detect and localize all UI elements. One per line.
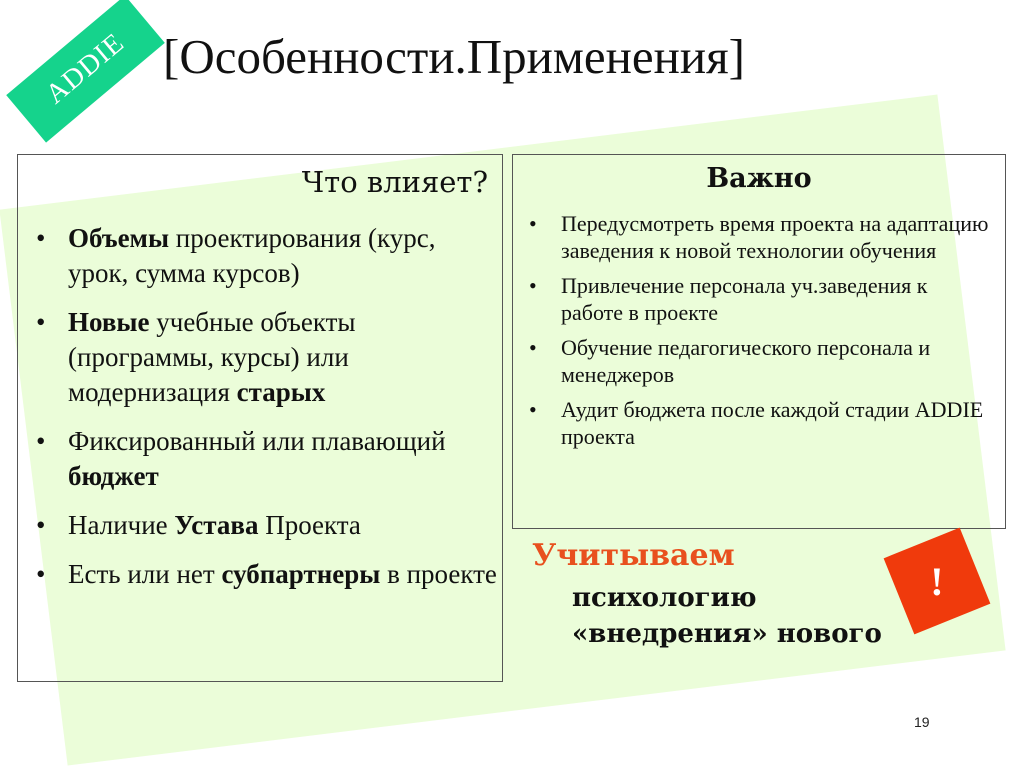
bullet-icon: • — [36, 223, 46, 253]
bullet-icon: • — [36, 559, 46, 589]
item-bold: субпартнеры — [221, 559, 381, 589]
page-number: 19 — [914, 714, 930, 730]
item-bold: Объемы — [68, 223, 170, 253]
important-list — [523, 210, 993, 458]
item-text: Фиксированный или плавающий — [68, 426, 446, 456]
item-text: Обучение педагогического персонала и менеджеров — [561, 335, 931, 387]
bullet-icon: • — [36, 426, 46, 456]
item-bold: Устава — [174, 510, 259, 540]
item-text: учебные объекты (программы, курсы) или модернизация — [68, 307, 356, 407]
consider-line: «внедрения» нового — [572, 619, 882, 649]
list-item — [523, 396, 993, 450]
item-text: Передусмотреть время проекта на адаптацию заведения к новой технологии обучения — [561, 211, 989, 263]
bullet-icon: • — [36, 510, 46, 540]
item-text: проектирования (курс, урок, сумма курсов) — [68, 223, 436, 288]
list-item — [523, 210, 993, 264]
bullet-icon: • — [529, 397, 537, 422]
item-bold: Новые — [68, 307, 150, 337]
list-item — [523, 334, 993, 388]
important-heading: Важно — [706, 163, 812, 194]
bullet-icon: • — [529, 211, 537, 236]
item-bold: старых — [236, 377, 326, 407]
list-item — [523, 272, 993, 326]
influences-box — [17, 154, 503, 682]
bullet-icon: • — [36, 307, 46, 337]
consider-heading: Учитываем — [532, 538, 735, 573]
consider-block — [532, 538, 882, 649]
item-text: Наличие — [68, 510, 175, 540]
item-text: Проекта — [258, 510, 361, 540]
list-item — [28, 557, 498, 592]
list-item — [28, 424, 498, 494]
bullet-icon: • — [529, 335, 537, 360]
consider-line: психологию — [572, 583, 757, 613]
addie-badge-label: ADDIE — [39, 27, 131, 111]
list-item — [28, 221, 498, 291]
exclamation-icon: ! — [930, 558, 944, 604]
addie-badge — [6, 0, 165, 143]
important-box — [512, 154, 1006, 529]
influences-list — [28, 221, 498, 606]
bullet-icon: • — [529, 273, 537, 298]
item-bold: бюджет — [68, 461, 159, 491]
item-text: Аудит бюджета после каждой стадии ADDIE проекта — [561, 397, 984, 449]
item-text: в проекте — [380, 559, 497, 589]
slide-title: [Особенности.Применения] — [163, 29, 745, 84]
list-item — [28, 305, 498, 410]
list-item — [28, 508, 498, 543]
item-text: Привлечение персонала уч.заведения к работе в проекте — [561, 273, 928, 325]
influences-heading: Что влияет? — [301, 165, 488, 199]
item-text: Есть или нет — [68, 559, 222, 589]
